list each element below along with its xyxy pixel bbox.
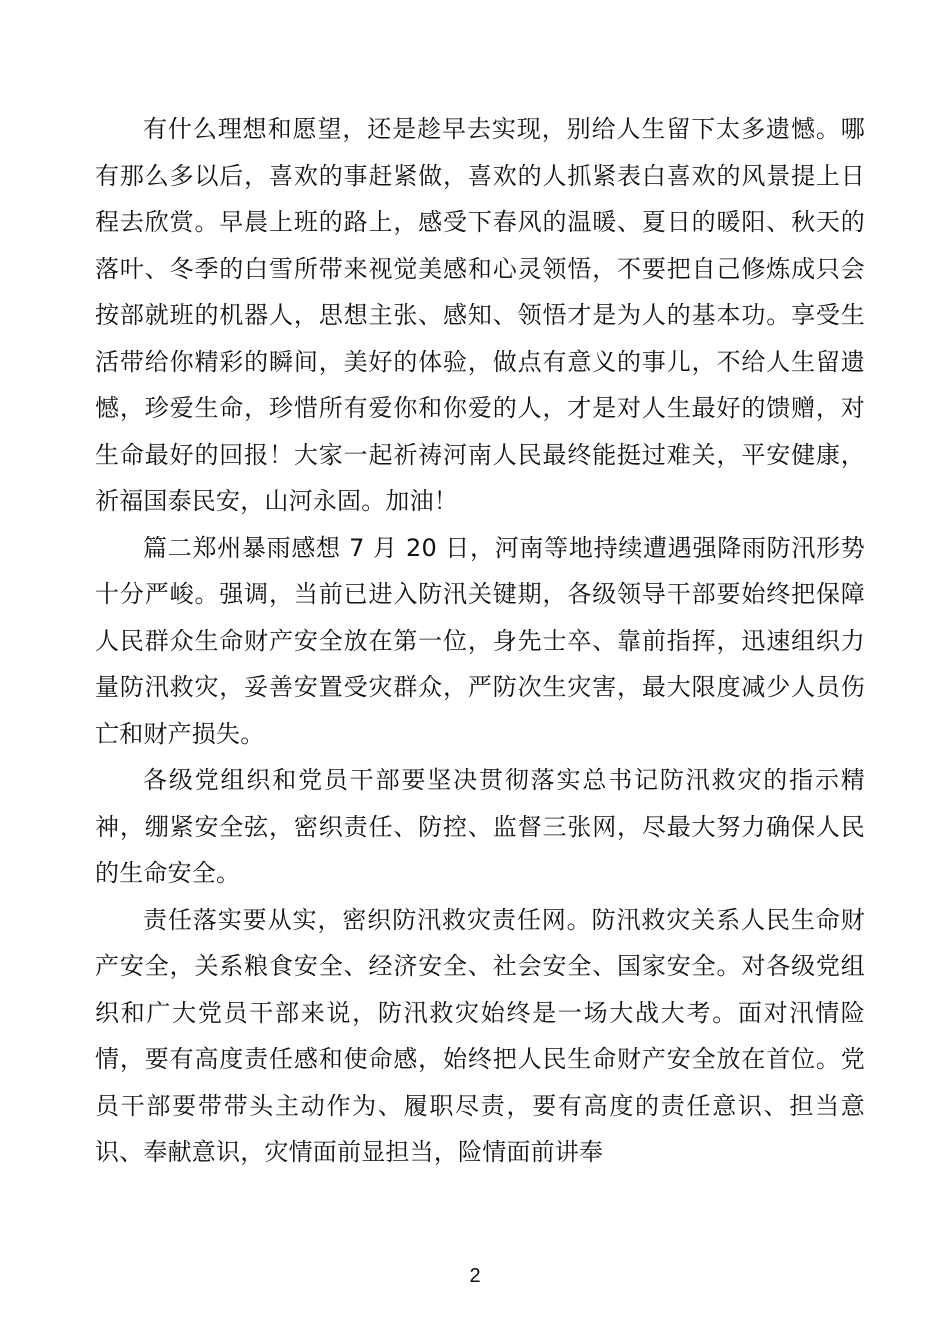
paragraph-4: 责任落实要从实，密织防汛救灾责任网。防汛救灾关系人民生命财产安全，关系粮食安全、经济安全、社会安全、国家安全。对各级党组织和广大党员干部来说，防汛救灾始终是一场大战大考。面对汛情险情，要有高度责任感和使命感，始终把人民生命财产安全放在首位。党员干部要带带头主动作为、履职尽责，要有高度的责任意识、担当意识、奉献意识，灾情面前显担当，险情面前讲奉 xyxy=(95,905,865,1166)
paragraph-1: 有什么理想和愿望，还是趁早去实现，别给人生留下太多遗憾。哪有那么多以后，喜欢的事赶紧做，喜欢的人抓紧表白喜欢的风景提上日程去欣赏。早晨上班的路上，感受下春风的温暖、夏日的暖阳、秋天的落叶、冬季的白雪所带来视觉美感和心灵领悟，不要把自己修炼成只会按部就班的机器人，思想主张、感知、领悟才是为人的基本功。享受生活带给你精彩的瞬间，美好的体验，做点有意义的事儿，不给人生留遗憾，珍爱生命，珍惜所有爱你和你爱的人，才是对人生最好的馈赠，对生命最好的回报！大家一起祈祷河南人民最终能挺过难关，平安健康，祈福国泰民安，山河永固。加油！ xyxy=(95,115,865,515)
page-number: 2 xyxy=(469,1265,481,1287)
paragraph-2: 篇二郑州暴雨感想 7 月 20 日，河南等地持续遭遇强降雨防汛形势十分严峻。强调，当前已进入防汛关键期，各级领导干部要始终把保障人民群众生命财产安全放在第一位，身先士卒、靠前指挥，迅速组织力量防汛救灾，妥善安置受灾群众，严防次生灾害，最大限度减少人员伤亡和财产损失。 xyxy=(95,533,865,748)
document-body xyxy=(95,106,865,1176)
paragraph-3: 各级党组织和党员干部要坚决贯彻落实总书记防汛救灾的指示精神，绷紧安全弦，密织责任、防控、监督三张网，尽最大努力确保人民的生命安全。 xyxy=(95,766,865,887)
